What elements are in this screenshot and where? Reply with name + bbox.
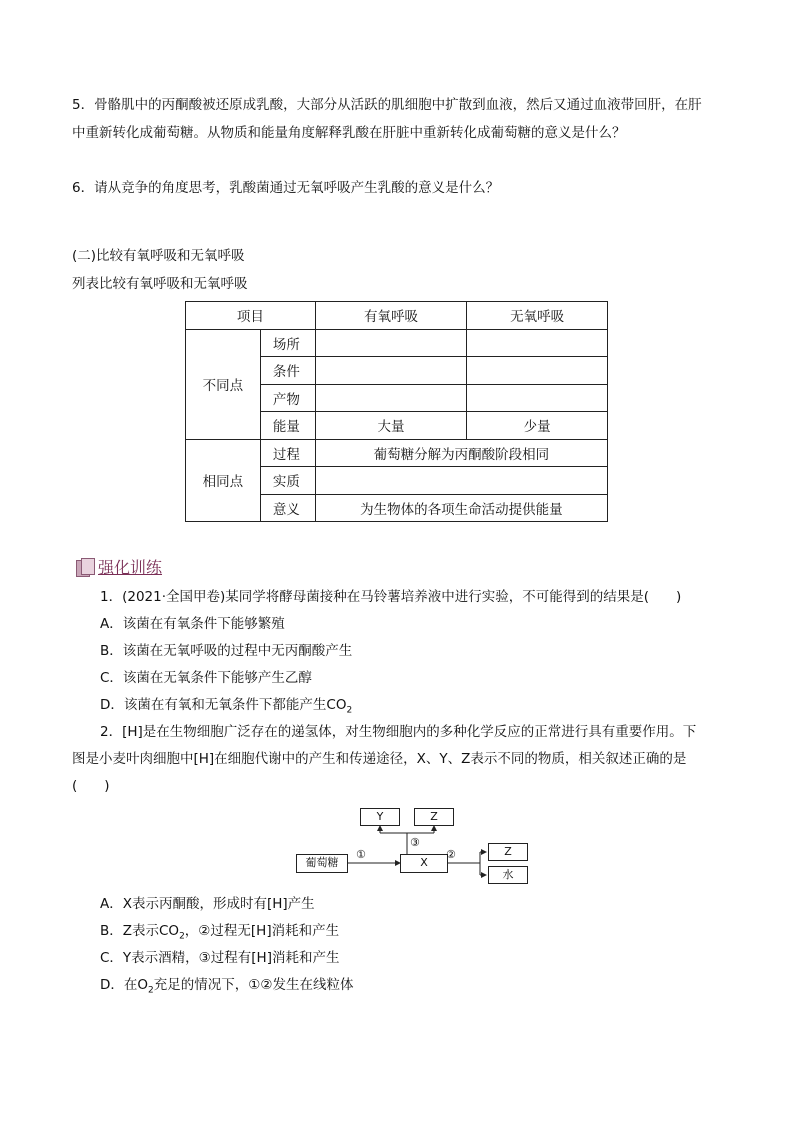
- z-top-box: Z: [414, 808, 454, 826]
- row-attr: 意义: [260, 494, 315, 522]
- cell-shared: 葡萄糖分解为丙酮酸阶段相同: [315, 439, 607, 467]
- q1-option-b: B．该菌在无氧呼吸的过程中无丙酮酸产生: [100, 643, 353, 659]
- diff-label: 不同点: [186, 329, 261, 439]
- q2-option-b-text: B．Z表示CO: [100, 923, 180, 939]
- cell-aerobic: [315, 384, 467, 412]
- q1-stem: 1．(2021·全国甲卷)某同学将酵母菌接种在马铃薯培养液中进行实验，不可能得到的结果是( ): [100, 589, 682, 605]
- q2-option-a: A．X表示丙酮酸，形成时有[H]产生: [100, 896, 315, 912]
- step-3-label: ③: [410, 836, 420, 849]
- row-attr: 产物: [260, 384, 315, 412]
- training-section-header: [76, 555, 162, 578]
- step-1-label: ①: [356, 848, 366, 861]
- row-attr: 场所: [260, 329, 315, 357]
- subscript: 2: [148, 985, 154, 996]
- compare-heading: (二)比较有氧呼吸和无氧呼吸: [72, 248, 245, 264]
- row-attr: 条件: [260, 357, 315, 385]
- table-row: [186, 329, 608, 357]
- q2-option-b: [100, 921, 339, 947]
- row-attr: 实质: [260, 467, 315, 495]
- cell-anaerobic: [467, 384, 608, 412]
- subscript: 2: [346, 705, 353, 716]
- q2-option-d: [100, 975, 353, 1001]
- question-6: 6．请从竞争的角度思考，乳酸菌通过无氧呼吸产生乳酸的意义是什么？: [72, 180, 500, 196]
- glucose-box: 葡萄糖: [296, 854, 348, 873]
- table-header-row: [186, 302, 608, 330]
- cell-shared: [315, 467, 607, 495]
- q2-option-c: C．Y表示酒精，③过程有[H]消耗和产生: [100, 950, 340, 966]
- cell-aerobic: [315, 357, 467, 385]
- table-row: [186, 439, 608, 467]
- q1-option-c: C．该菌在无氧条件下能够产生乙醇: [100, 670, 312, 686]
- water-box: 水: [488, 866, 528, 884]
- subscript: 2: [179, 931, 185, 942]
- y-box: Y: [360, 808, 400, 826]
- q1-option-d: [100, 695, 352, 721]
- header-anaerobic: 无氧呼吸: [467, 302, 608, 330]
- q1-option-a: A．该菌在有氧条件下能够繁殖: [100, 616, 285, 632]
- question-5-line-1: 5．骨骼肌中的丙酮酸被还原成乳酸，大部分从活跃的肌细胞中扩散到血液，然后又通过血液带回肝，在肝: [72, 97, 702, 113]
- row-attr: 过程: [260, 439, 315, 467]
- cell-anaerobic: 少量: [467, 412, 608, 440]
- q2-line-1: 2．[H]是在生物细胞广泛存在的递氢体，对生物细胞内的多种化学反应的正常进行具有重要作用。下: [100, 724, 697, 740]
- same-label: 相同点: [186, 439, 261, 522]
- training-title: 强化训练: [98, 558, 163, 577]
- q2-line-2: 图是小麦叶肉细胞中[H]在细胞代谢中的产生和传递途径，X、Y、Z表示不同的物质，相关叙述正确的是: [72, 751, 687, 767]
- cell-shared: 为生物体的各项生命活动提供能量: [315, 494, 607, 522]
- cell-aerobic: [315, 329, 467, 357]
- q2-option-d-rest: 充足的情况下，①②发生在线粒体: [153, 977, 354, 993]
- cell-anaerobic: [467, 357, 608, 385]
- q2-option-d-text: D．在O: [100, 977, 149, 993]
- cell-anaerobic: [467, 329, 608, 357]
- x-box: X: [400, 854, 448, 873]
- step-2-label: ②: [446, 848, 456, 861]
- header-aerobic: 有氧呼吸: [315, 302, 467, 330]
- q2-option-b-rest: ，②过程无[H]消耗和产生: [184, 923, 340, 939]
- notebook-icon: [76, 558, 94, 576]
- q2-line-3: ( ): [72, 778, 110, 794]
- cell-aerobic: 大量: [315, 412, 467, 440]
- row-attr: 能量: [260, 412, 315, 440]
- q1-option-d-text: D．该菌在有氧和无氧条件下都能产生CO: [100, 697, 347, 713]
- question-5-line-2: 中重新转化成葡萄糖。从物质和能量角度解释乳酸在肝脏中重新转化成葡萄糖的意义是什么？: [72, 125, 626, 141]
- header-item: 项目: [186, 302, 316, 330]
- compare-intro: 列表比较有氧呼吸和无氧呼吸: [72, 276, 248, 292]
- z-right-box: Z: [488, 843, 528, 861]
- comparison-table: [185, 301, 608, 522]
